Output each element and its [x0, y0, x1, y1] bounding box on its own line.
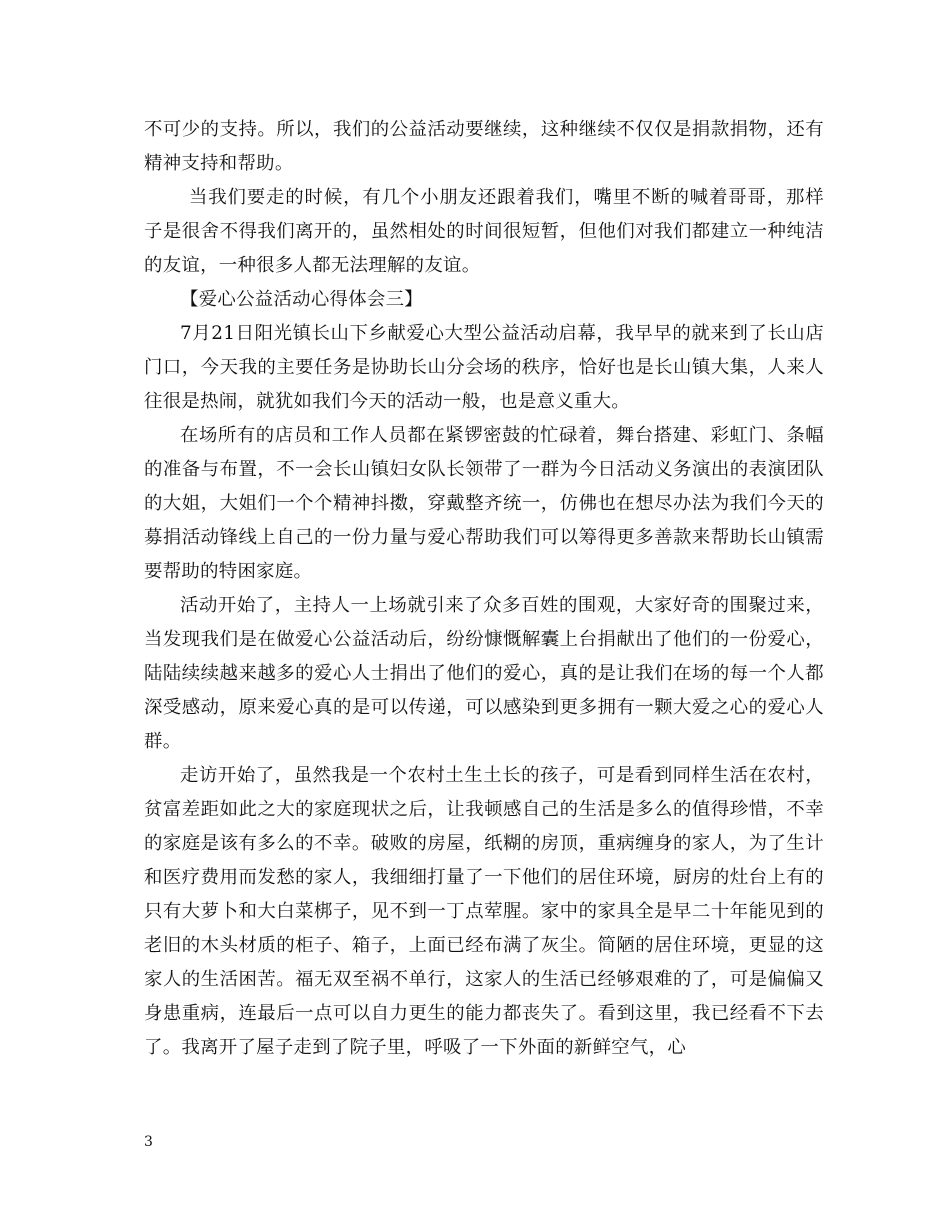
paragraph-event-start: 7月21日阳光镇长山下乡献爱心大型公益活动启幕，我早早的就来到了长山店门口，今天我的主要任务是协助长山分会场的秩序，恰好也是长山镇大集，人来人往很是热闹，就犹如我们今天的活动一般，也是意义重大。 — [144, 323, 824, 412]
document-body — [144, 113, 824, 1065]
paragraph-farewell: 当我们要走的时候，有几个小朋友还跟着我们，嘴里不断的喊着哥哥，那样子是很舍不得我们离开的，虽然相处的时间很短暂，但他们对我们都建立一种纯洁的友谊，一种很多人都无法理解的友谊。 — [144, 187, 824, 276]
page-number: 3 — [144, 1134, 153, 1150]
paragraph-preparation: 在场所有的店员和工作人员都在紧锣密鼓的忙碌着，舞台搭建、彩虹门、条幅的准备与布置，不一会长山镇妇女队长领带了一群为今日活动义务演出的表演团队的大姐，大姐们一个个精神抖擞，穿戴整齐统一，仿佛也在想尽办法为我们今天的募捐活动锋线上自己的一份力量与爱心帮助我们可以筹得更多善款来帮助长山镇需要帮助的特困家庭。 — [144, 425, 824, 582]
section-heading: 【爱心公益活动心得体会三】 — [180, 289, 423, 310]
paragraph-continuation: 不可少的支持。所以，我们的公益活动要继续，这种继续不仅仅是捐款捐物，还有精神支持和帮助。 — [144, 119, 824, 174]
paragraph-activity: 活动开始了，主持人一上场就引来了众多百姓的围观，大家好奇的围聚过来，当发现我们是在做爱心公益活动后，纷纷慷慨解囊上台捐献出了他们的一份爱心，陆陆续续越来越多的爱心人士捐出了他们的爱心，真的是让我们在场的每一个人都深受感动，原来爱心真的是可以传递，可以感染到更多拥有一颗大爱之心的爱心人群。 — [144, 595, 824, 752]
paragraph-visit: 走访开始了，虽然我是一个农村土生土长的孩子，可是看到同样生活在农村，贫富差距如此之大的家庭现状之后，让我顿感自己的生活是多么的值得珍惜，不幸的家庭是该有多么的不幸。破败的房屋，纸糊的房顶，重病缠身的家人，为了生计和医疗费用而发愁的家人，我细细打量了一下他们的居住环境，厨房的灶台上有的只有大萝卜和大白菜梆子，见不到一丁点荤腥。家中的家具全是早二十年能见到的老旧的木头材质的柜子、箱子，上面已经布满了灰尘。简陋的居住环境，更显的这家人的生活困苦。福无双至祸不单行，这家人的生活已经够艰难的了，可是偏偏又身患重病，连最后一点可以自力更生的能力都丧失了。看到这里，我已经看不下去了。我离开了屋子走到了院子里，呼吸了一下外面的新鲜空气，心 — [144, 765, 824, 1058]
